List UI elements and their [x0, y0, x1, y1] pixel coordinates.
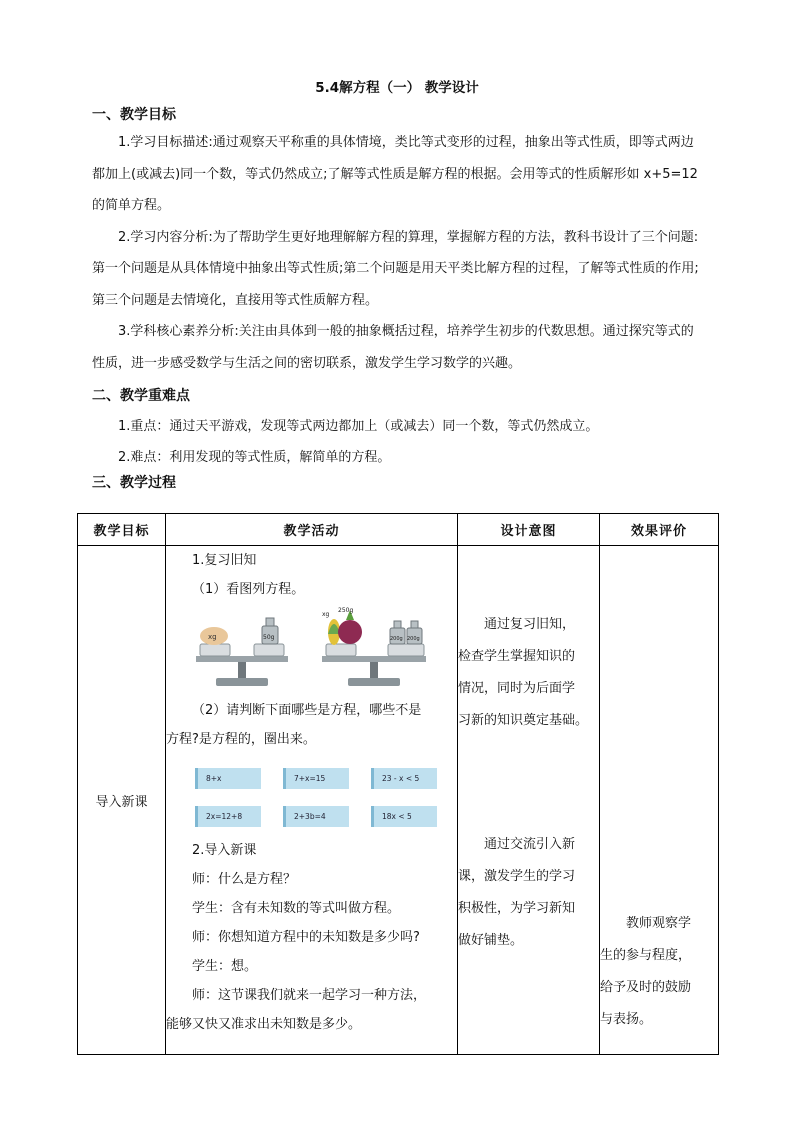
header-evaluation: 效果评价	[600, 514, 719, 546]
expression-cards	[166, 756, 457, 836]
dialogue-line: 师：这节课我们就来一起学习一种方法，	[192, 988, 427, 1003]
objectives-text	[92, 127, 702, 379]
balance-scale-2	[322, 607, 426, 686]
scale2-right-label-2: 200g	[407, 636, 420, 642]
activity-review-item-2-cont: 方程?是方程的，圈出来。	[166, 732, 316, 747]
evaluation-line: 生的参与程度，	[600, 948, 692, 963]
evaluation-line: 教师观察学	[626, 916, 692, 931]
expression-card: 18x < 5	[371, 806, 437, 827]
intent-block-2	[458, 829, 599, 957]
section-heading-key-points: 二、教学重难点	[92, 388, 190, 404]
table-header-row	[78, 514, 719, 546]
objective-paragraph-2: 2.学习内容分析:为了帮助学生更好地理解解方程的算理，掌握解方程的方法，教科书设计了三个问题:第一个问题是从具体情境中抽象出等式性质;第二个问题是用天平类比解方程的过程，了解等式性质的作用;第三个问题是去情境化，直接用等式性质解方程。	[92, 229, 699, 308]
scale1-right-label: 50g	[263, 634, 275, 641]
intent-line: 积极性，为学习新知	[458, 901, 576, 916]
activity-review-item-1: （1）看图列方程。	[192, 582, 305, 597]
objective-paragraph-3: 3.学科核心素养分析:关注由具体到一般的抽象概括过程，培养学生初步的代数思想。通过探究等式的性质，进一步感受数学与生活之间的密切联系，激发学生学习数学的兴趣。	[92, 324, 694, 371]
balance-scales-figure	[166, 604, 457, 696]
table-row	[78, 546, 719, 1055]
teaching-process-table	[77, 513, 719, 1055]
expression-card: 7+x=15	[283, 768, 349, 789]
scale2-right-label-1: 200g	[390, 636, 403, 642]
balance-scale-icon	[166, 604, 446, 696]
balance-scale-1	[196, 618, 288, 686]
intent-line: 通过交流引入新	[484, 837, 576, 852]
expression-card: 2+3b=4	[283, 806, 349, 827]
scale2-left-label: xg	[322, 611, 330, 618]
difficult-point-line: 2.难点：利用发现的等式性质，解简单的方程。	[118, 450, 391, 465]
section-heading-objectives: 一、教学目标	[92, 107, 176, 123]
evaluation-cell	[600, 546, 719, 1055]
activity-intro-heading: 2.导入新课	[192, 843, 257, 858]
expression-card: 2x=12+8	[195, 806, 261, 827]
evaluation-block	[600, 908, 718, 1054]
evaluation-line: 给予及时的鼓励	[600, 980, 692, 995]
dialogue-line: 师：什么是方程？	[192, 872, 297, 887]
dialogue-line: 师：你想知道方程中的未知数是多少吗?	[192, 930, 420, 945]
goal-cell: 导入新课	[78, 546, 166, 1055]
expression-card: 8+x	[195, 768, 261, 789]
key-point-line: 1.重点：通过天平游戏，发现等式两边都加上（或减去）同一个数，等式仍然成立。	[118, 419, 599, 434]
document-title: 5.4解方程（一） 教学设计	[315, 80, 479, 96]
scale2-top-label: 250g	[338, 607, 354, 614]
scale1-left-label: xg	[208, 633, 217, 641]
activity-review-item-2: （2）请判断下面哪些是方程，哪些不是	[192, 703, 422, 718]
intent-line: 习新的知识奠定基础。	[458, 713, 589, 728]
intent-line: 做好铺垫。	[458, 933, 524, 948]
intent-cell	[458, 546, 600, 1055]
activity-cell	[166, 546, 458, 1055]
header-activity: 教学活动	[166, 514, 458, 546]
intent-line: 课，激发学生的学习	[458, 869, 576, 884]
dialogue-line: 学生：含有未知数的等式叫做方程。	[192, 901, 401, 916]
section-heading-process: 三、教学过程	[92, 475, 176, 491]
dialogue-line: 能够又快又准求出未知数是多少。	[166, 1017, 362, 1032]
evaluation-line: 与表扬。	[600, 1012, 653, 1027]
intent-block-1	[458, 609, 599, 737]
objective-paragraph-1: 1.学习目标描述:通过观察天平称重的具体情境，类比等式变形的过程，抽象出等式性质，即等式两边都加上(或减去)同一个数，等式仍然成立;了解等式性质是解方程的根据。会用等式的性质解形如 x+5=12 的简单方程。	[92, 135, 698, 213]
intent-line: 情况，同时为后面学	[458, 681, 576, 696]
activity-review-heading: 1.复习旧知	[192, 553, 257, 568]
intent-line: 通过复习旧知，	[484, 617, 576, 632]
header-goal: 教学目标	[78, 514, 166, 546]
dialogue-line: 学生：想。	[192, 959, 258, 974]
header-intent: 设计意图	[458, 514, 600, 546]
expression-card: 23 - x < 5	[371, 768, 437, 789]
intent-line: 检查学生掌握知识的	[458, 649, 576, 664]
